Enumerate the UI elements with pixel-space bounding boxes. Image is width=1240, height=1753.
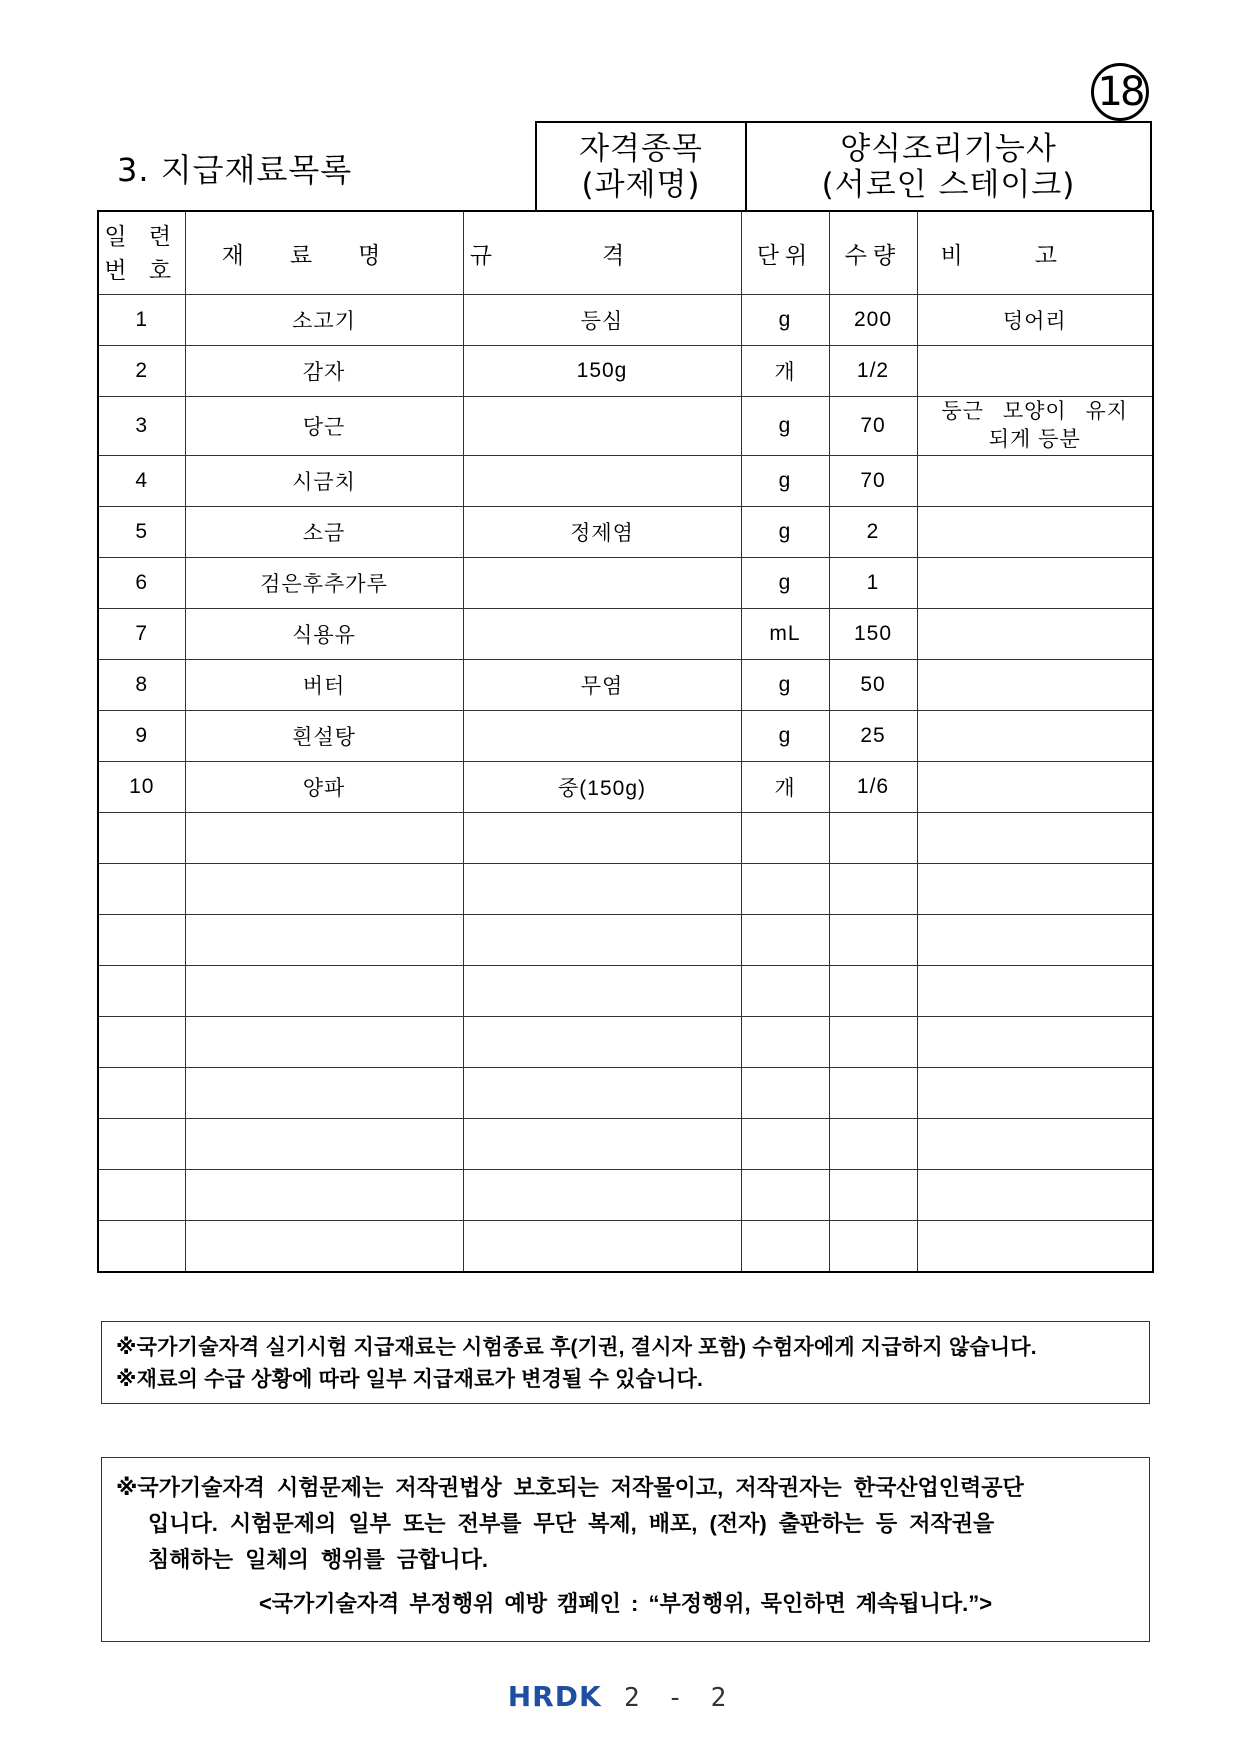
cell-name: 시금치 xyxy=(185,456,463,507)
table-row xyxy=(98,397,1153,456)
empty-cell xyxy=(917,1017,1153,1068)
material-notice-line1: ※국가기술자격 실기시험 지급재료는 시험종료 후(기권, 결시자 포함) 수험자에게 지급하지 않습니다. xyxy=(116,1336,1037,1359)
empty-cell xyxy=(829,1119,917,1170)
material-notice-line2: ※재료의 수급 상황에 따라 일부 지급재료가 변경될 수 있습니다. xyxy=(116,1368,704,1391)
table-row xyxy=(98,762,1153,813)
cell-seq: 9 xyxy=(98,711,185,762)
empty-row xyxy=(98,1221,1153,1273)
campaign-slogan: <국가기술자격 부정행위 예방 캠페인 : “부정행위, 묵인하면 계속됩니다.”> xyxy=(258,1591,993,1616)
empty-row xyxy=(98,1017,1153,1068)
empty-row xyxy=(98,1170,1153,1221)
empty-cell xyxy=(917,1221,1153,1273)
empty-cell xyxy=(98,1170,185,1221)
empty-cell xyxy=(463,813,741,864)
empty-cell xyxy=(98,1221,185,1273)
cell-spec: 무염 xyxy=(463,660,741,711)
empty-cell xyxy=(185,915,463,966)
empty-cell xyxy=(829,1017,917,1068)
empty-cell xyxy=(829,813,917,864)
cell-name: 당근 xyxy=(185,397,463,456)
section-title: 3. 지급재료목록 xyxy=(117,151,353,189)
cell-remark xyxy=(917,295,1153,346)
qualification-value-cell xyxy=(747,123,1150,211)
empty-cell xyxy=(741,813,829,864)
empty-cell xyxy=(741,915,829,966)
cell-seq: 3 xyxy=(98,397,185,456)
cell-unit: 개 xyxy=(741,762,829,813)
cell-spec: 정제염 xyxy=(463,507,741,558)
copyright-notice-box xyxy=(101,1457,1150,1642)
cell-qty: 1/6 xyxy=(829,762,917,813)
cell-spec xyxy=(463,711,741,762)
empty-cell xyxy=(185,864,463,915)
empty-row xyxy=(98,864,1153,915)
empty-cell xyxy=(185,1170,463,1221)
empty-cell xyxy=(741,1017,829,1068)
cell-name: 감자 xyxy=(185,346,463,397)
empty-cell xyxy=(463,1068,741,1119)
qualification-label-line1: 자격종목 xyxy=(579,131,703,167)
empty-cell xyxy=(829,864,917,915)
qualification-label-cell xyxy=(537,123,747,211)
empty-cell xyxy=(829,966,917,1017)
cell-qty: 200 xyxy=(829,295,917,346)
page-number: 18 xyxy=(1097,69,1143,115)
empty-cell xyxy=(741,864,829,915)
cell-name: 검은후추가루 xyxy=(185,558,463,609)
empty-cell xyxy=(98,1068,185,1119)
cell-unit: g xyxy=(741,456,829,507)
empty-cell xyxy=(917,813,1153,864)
empty-cell xyxy=(741,1221,829,1273)
cell-remark-line1: 덩어리 xyxy=(1002,310,1067,333)
empty-cell xyxy=(917,966,1153,1017)
empty-row xyxy=(98,1068,1153,1119)
cell-name: 버터 xyxy=(185,660,463,711)
empty-cell xyxy=(463,1221,741,1273)
cell-qty: 1/2 xyxy=(829,346,917,397)
cell-remark xyxy=(917,397,1153,456)
table-header-row xyxy=(98,211,1153,295)
qualification-header xyxy=(535,121,1152,211)
cell-qty: 70 xyxy=(829,456,917,507)
cell-unit: g xyxy=(741,295,829,346)
empty-cell xyxy=(185,1017,463,1068)
material-notice-box xyxy=(101,1321,1150,1404)
qualification-value-line2: (서로인 스테이크) xyxy=(821,167,1076,203)
cell-unit: g xyxy=(741,507,829,558)
empty-cell xyxy=(98,915,185,966)
empty-cell xyxy=(829,1221,917,1273)
col-header-name: 재료명 xyxy=(185,211,463,295)
col-header-remark: 비고 xyxy=(917,211,1153,295)
empty-row xyxy=(98,813,1153,864)
col-header-qty: 수량 xyxy=(829,211,917,295)
cell-name: 소고기 xyxy=(185,295,463,346)
empty-cell xyxy=(917,864,1153,915)
cell-qty: 150 xyxy=(829,609,917,660)
cell-unit: g xyxy=(741,397,829,456)
empty-cell xyxy=(917,1068,1153,1119)
empty-cell xyxy=(829,915,917,966)
empty-cell xyxy=(98,966,185,1017)
empty-cell xyxy=(185,1221,463,1273)
cell-unit: mL xyxy=(741,609,829,660)
copyright-notice-line2: 입니다. 시험문제의 일부 또는 전부를 무단 복제, 배포, (전자) 출판하는 등 저작권을 xyxy=(148,1511,995,1536)
empty-cell xyxy=(741,966,829,1017)
empty-cell xyxy=(98,864,185,915)
cell-remark xyxy=(917,711,1153,762)
empty-cell xyxy=(463,1017,741,1068)
cell-name: 흰설탕 xyxy=(185,711,463,762)
empty-cell xyxy=(917,915,1153,966)
cell-qty: 1 xyxy=(829,558,917,609)
empty-cell xyxy=(829,1170,917,1221)
empty-cell xyxy=(917,1170,1153,1221)
cell-remark-line1: 둥근 모양이 유지 xyxy=(941,400,1129,423)
empty-row xyxy=(98,966,1153,1017)
cell-remark xyxy=(917,609,1153,660)
materials-table xyxy=(97,210,1154,1273)
qualification-value-line1: 양식조리기능사 xyxy=(840,131,1057,167)
empty-cell xyxy=(463,1170,741,1221)
cell-spec xyxy=(463,456,741,507)
cell-spec: 등심 xyxy=(463,295,741,346)
cell-remark xyxy=(917,558,1153,609)
empty-cell xyxy=(917,1119,1153,1170)
empty-cell xyxy=(741,1170,829,1221)
empty-cell xyxy=(98,1119,185,1170)
copyright-notice-line1: ※국가기술자격 시험문제는 저작권법상 보호되는 저작물이고, 저작권자는 한국산업인력공단 xyxy=(116,1475,1024,1500)
hrdk-logo: HRDK xyxy=(507,1680,602,1713)
table-row xyxy=(98,558,1153,609)
table-row xyxy=(98,346,1153,397)
cell-spec xyxy=(463,609,741,660)
empty-cell xyxy=(741,1119,829,1170)
cell-remark-line2: 되게 등분 xyxy=(988,428,1081,451)
table-row xyxy=(98,660,1153,711)
cell-qty: 70 xyxy=(829,397,917,456)
cell-seq: 6 xyxy=(98,558,185,609)
cell-remark xyxy=(917,456,1153,507)
page-footer xyxy=(0,1680,1240,1713)
cell-seq: 7 xyxy=(98,609,185,660)
cell-name: 양파 xyxy=(185,762,463,813)
table-row xyxy=(98,456,1153,507)
empty-row xyxy=(98,1119,1153,1170)
cell-remark xyxy=(917,346,1153,397)
cell-name: 소금 xyxy=(185,507,463,558)
col-header-spec: 규격 xyxy=(463,211,741,295)
table-row xyxy=(98,295,1153,346)
cell-remark xyxy=(917,507,1153,558)
col-header-seq-line2: 번 호 xyxy=(104,257,180,283)
cell-spec xyxy=(463,397,741,456)
empty-cell xyxy=(98,813,185,864)
cell-seq: 1 xyxy=(98,295,185,346)
cell-qty: 50 xyxy=(829,660,917,711)
empty-cell xyxy=(98,1017,185,1068)
col-header-unit: 단위 xyxy=(741,211,829,295)
table-row xyxy=(98,711,1153,762)
empty-cell xyxy=(185,1119,463,1170)
table-row xyxy=(98,507,1153,558)
cell-remark xyxy=(917,762,1153,813)
col-header-seq-line1: 일 련 xyxy=(104,223,180,249)
cell-spec xyxy=(463,558,741,609)
empty-row xyxy=(98,915,1153,966)
empty-cell xyxy=(463,864,741,915)
cell-seq: 8 xyxy=(98,660,185,711)
cell-unit: g xyxy=(741,711,829,762)
cell-unit: g xyxy=(741,558,829,609)
empty-cell xyxy=(463,966,741,1017)
col-header-seq xyxy=(98,211,185,295)
cell-spec: 중(150g) xyxy=(463,762,741,813)
cell-seq: 4 xyxy=(98,456,185,507)
table-row xyxy=(98,609,1153,660)
copyright-notice-line3: 침해하는 일체의 행위를 금합니다. xyxy=(148,1547,488,1572)
empty-cell xyxy=(463,915,741,966)
cell-unit: 개 xyxy=(741,346,829,397)
cell-spec: 150g xyxy=(463,346,741,397)
empty-cell xyxy=(185,813,463,864)
empty-cell xyxy=(829,1068,917,1119)
empty-cell xyxy=(463,1119,741,1170)
cell-name: 식용유 xyxy=(185,609,463,660)
cell-remark xyxy=(917,660,1153,711)
cell-seq: 2 xyxy=(98,346,185,397)
page-indicator: 2 - 2 xyxy=(623,1683,733,1713)
cell-seq: 5 xyxy=(98,507,185,558)
empty-cell xyxy=(741,1068,829,1119)
empty-cell xyxy=(185,966,463,1017)
cell-seq: 10 xyxy=(98,762,185,813)
qualification-label-line2: (과제명) xyxy=(581,167,701,203)
cell-qty: 25 xyxy=(829,711,917,762)
empty-cell xyxy=(185,1068,463,1119)
page-number-badge xyxy=(1091,63,1149,121)
cell-unit: g xyxy=(741,660,829,711)
cell-qty: 2 xyxy=(829,507,917,558)
